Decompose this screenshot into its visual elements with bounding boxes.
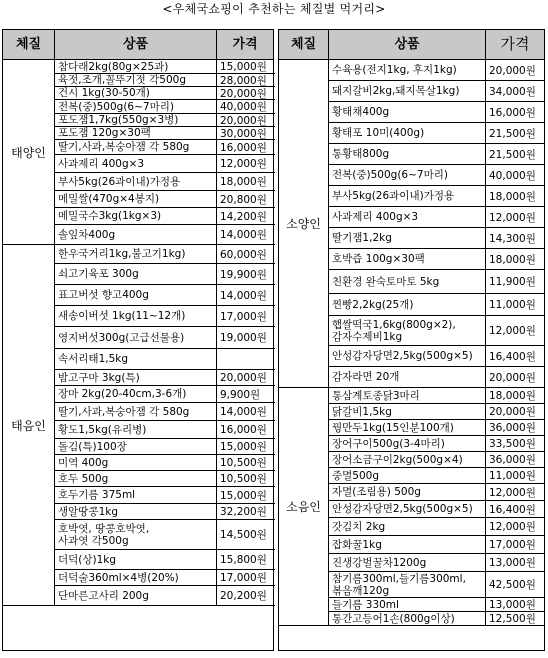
table-row: [329, 404, 544, 420]
price-cell: 20,000원: [220, 372, 267, 384]
price-cell: 16,400원: [489, 503, 536, 516]
product-cell: 장마 2kg(20-40cm,3-6개): [55, 386, 217, 402]
table-row: [329, 598, 544, 612]
table-row: [329, 388, 544, 404]
price-cell: 40,000원: [489, 169, 536, 182]
price-cell: 20,000원: [489, 406, 536, 418]
product-cell: 영지버섯300g(고급선물용): [55, 327, 217, 348]
table-row: [329, 249, 544, 270]
table-row: [55, 370, 275, 386]
price-cell: 32,200원: [220, 506, 267, 518]
product-cell: 포도잼 120g×30팩: [55, 127, 217, 139]
table-row: [329, 228, 544, 249]
price-cell: 20,000원: [489, 64, 536, 77]
product-cell: 황도1,5kg(유리병): [55, 421, 217, 438]
product-cell: 속서리태1,5kg: [55, 349, 217, 369]
product-cell: 미역 400g: [55, 455, 217, 470]
price-cell: 12,000원: [220, 158, 267, 170]
table-row: [329, 452, 544, 468]
product-cell: 솔잎차400g: [55, 225, 217, 244]
price-cell: 15,000원: [220, 489, 267, 502]
product-cell: 들기름 330ml: [329, 598, 486, 611]
table-row: [55, 100, 275, 114]
table-row: [329, 144, 544, 165]
product-cell: 장어구이500g(3-4마리): [329, 436, 486, 451]
price-cell: 19,000원: [220, 332, 267, 344]
product-cell: 한우국거리1kg,불고기1kg): [55, 245, 217, 263]
product-cell: 참기름300ml,들기름300ml, 볶음깨120g: [329, 572, 486, 597]
table-row: [329, 294, 544, 316]
product-cell: 메밀국수3kg(1kg×3): [55, 208, 217, 224]
product-cell: 꿩만두1kg(15인분100개): [329, 420, 486, 435]
price-cell: 11,000원: [489, 299, 536, 311]
product-cell: 통삼계토종닭3마리: [329, 388, 486, 403]
header-product: 상품: [55, 30, 217, 59]
product-cell: 육젓,조개,꼴뚜기젓 각500g: [55, 74, 217, 86]
table-row: [329, 81, 544, 102]
product-cell: 딸기,사과,복숭아잼 각 580g: [55, 403, 217, 420]
constitution-type-cell: 태음인: [3, 245, 55, 606]
header-type: 체질: [279, 30, 329, 59]
price-cell: 60,000원: [220, 248, 267, 261]
product-cell: 사과제리 400g×3: [329, 207, 486, 227]
table-row: [55, 520, 275, 550]
table-row: [55, 439, 275, 455]
table-row: [329, 102, 544, 123]
left-table-header: [3, 30, 273, 60]
product-cell: 생알땅콩1kg: [55, 504, 217, 519]
price-cell: 14,200원: [220, 210, 267, 223]
header-product: 상품: [329, 30, 486, 59]
table-row: [55, 487, 275, 504]
header-price: 가격: [500, 35, 530, 53]
price-cell: 36,000원: [489, 454, 536, 466]
table-row: [329, 123, 544, 144]
product-cell: 부사5kg(26과이내)가정용: [55, 173, 217, 190]
price-cell: 18,000원: [220, 176, 267, 188]
price-cell: 18,000원: [489, 190, 536, 203]
table-row: [329, 186, 544, 207]
product-cell: 호박엿, 땅콩호박엿, 사과엿 각500g: [55, 520, 217, 549]
price-cell: 13,000원: [489, 599, 536, 611]
table-row: [55, 504, 275, 520]
table-row: [55, 349, 275, 370]
product-cell: 햅쌀떡국1,6kg(800g×2), 감자수제비1kg: [329, 316, 486, 345]
price-cell: 16,000원: [489, 106, 536, 119]
table-row: [55, 140, 275, 155]
price-cell: 21,500원: [489, 148, 536, 161]
product-cell: 닭갈비1,5kg: [329, 404, 486, 419]
table-row: [329, 420, 544, 436]
product-cell: 통황태800g: [329, 144, 486, 164]
price-cell: 15,000원: [220, 441, 267, 453]
price-cell: 12,000원: [489, 211, 536, 224]
price-cell: 20,000원: [489, 371, 536, 384]
price-cell: 15,800원: [220, 554, 267, 566]
table-row: [55, 208, 275, 225]
table-row: [329, 270, 544, 294]
table-row: [329, 536, 544, 554]
table-row: [55, 74, 275, 87]
product-cell: 밤고구마 3kg(특): [55, 370, 217, 385]
price-cell: 12,000원: [489, 486, 536, 499]
price-cell: 13,000원: [489, 557, 536, 569]
price-cell: 34,000원: [489, 85, 536, 98]
price-cell: 14,000원: [220, 229, 267, 241]
price-cell: 14,300원: [489, 232, 536, 245]
price-cell: 10,500원: [220, 473, 267, 485]
product-cell: 돌김(특)100장: [55, 439, 217, 454]
price-cell: 18,000원: [489, 253, 536, 266]
product-cell: 딸기,사과,복숭아잼 각 580g: [55, 140, 217, 154]
price-cell: 16,000원: [220, 424, 267, 436]
product-cell: 쇠고기육포 300g: [55, 264, 217, 284]
table-row: [55, 245, 275, 264]
price-cell: 14,500원: [220, 529, 267, 541]
price-cell: 20,800원: [220, 193, 267, 206]
table-row: [55, 403, 275, 421]
right-table: [278, 29, 545, 651]
table-row: [55, 191, 275, 208]
price-cell: 9,900원: [220, 388, 261, 401]
price-cell: 20,000원: [220, 87, 267, 99]
table-row: [329, 316, 544, 346]
table-row: [55, 386, 275, 403]
price-cell: 14,000원: [220, 406, 267, 418]
product-cell: 사과제리 400g×3: [55, 155, 217, 172]
table-row: [55, 173, 275, 191]
product-cell: 감자라면 20개: [329, 367, 486, 387]
price-cell: 33,500원: [489, 438, 536, 450]
table-row: [329, 165, 544, 186]
price-cell: 30,000원: [220, 127, 267, 139]
table-row: [55, 225, 275, 245]
product-cell: 건시 1kg(30-50개): [55, 87, 217, 99]
product-cell: 친환경 완숙토마토 5kg: [329, 270, 486, 293]
price-cell: 10,500원: [220, 457, 267, 469]
page-title: <우체국쇼핑이 추천하는 체질별 먹거리>: [162, 2, 386, 16]
product-cell: 부사5kg(26과이내)가정용: [329, 186, 486, 206]
table-row: [55, 87, 275, 100]
table-row: [329, 612, 544, 626]
product-cell: 돼지갈비2kg,돼지목살1kg): [329, 81, 486, 101]
header-price: 가격: [232, 37, 258, 52]
price-cell: 18,000원: [489, 390, 536, 402]
product-cell: 호두 500g: [55, 471, 217, 486]
product-cell: 잡화꿀1kg: [329, 536, 486, 553]
table-row: [55, 327, 275, 349]
table-row: [55, 421, 275, 439]
product-cell: 딸기잼1,2kg: [329, 228, 486, 248]
price-cell: 11,900원: [489, 276, 536, 288]
product-cell: 더덕(상)1kg: [55, 550, 217, 569]
table-row: [55, 550, 275, 570]
product-cell: 황태포 10미(400g): [329, 123, 486, 143]
product-cell: 중멸500g: [329, 468, 486, 483]
product-cell: 메밀쌀(470g×4봉지): [55, 191, 217, 207]
price-cell: 42,500원: [489, 579, 536, 591]
product-cell: 장어소금구이2kg(500g×4): [329, 452, 486, 467]
product-cell: 수육용(전지1kg, 후지1kg): [329, 60, 486, 80]
price-cell: [217, 349, 275, 369]
table-row: [329, 346, 544, 367]
table-row: [55, 155, 275, 173]
price-cell: 11,000원: [489, 470, 536, 482]
table-row: [329, 554, 544, 572]
left-table: [2, 29, 274, 651]
price-cell: 20,200원: [220, 590, 267, 602]
constitution-type-cell: 소양인: [279, 60, 329, 388]
product-cell: 표고버섯 향고400g: [55, 285, 217, 305]
constitution-type-cell: 소음인: [279, 388, 329, 626]
table-row: [329, 501, 544, 518]
product-cell: 전복(중)500g(6~7마리): [329, 165, 486, 185]
table-row: [55, 285, 275, 306]
price-cell: 17,000원: [489, 539, 536, 551]
table-row: [329, 518, 544, 536]
right-table-header: [279, 30, 544, 60]
product-cell: 진생강벌꿀차1200g: [329, 554, 486, 571]
product-cell: 갓김치 2kg: [329, 518, 486, 535]
price-cell: 28,000원: [220, 74, 267, 86]
product-cell: 호두기름 375ml: [55, 487, 217, 503]
table-row: [329, 60, 544, 81]
product-cell: 단마른고사리 200g: [55, 586, 217, 605]
table-row: [329, 484, 544, 501]
table-row: [55, 60, 275, 74]
price-cell: 40,000원: [220, 101, 267, 113]
price-cell: 16,400원: [489, 350, 536, 363]
price-cell: 20,000원: [220, 114, 267, 126]
table-row: [329, 436, 544, 452]
product-cell: 안성감자당면2,5kg(500g×5): [329, 346, 486, 366]
table-row: [329, 468, 544, 484]
product-cell: 전복(중)500g(6~7마리): [55, 100, 217, 113]
price-cell: 36,000원: [489, 422, 536, 434]
product-cell: 호박즙 100g×30팩: [329, 249, 486, 269]
product-cell: 황태채400g: [329, 102, 486, 122]
product-cell: 안성감자당면2,5kg(500g×5): [329, 501, 486, 517]
price-cell: 15,000원: [220, 61, 267, 73]
header-type: 체질: [3, 30, 55, 59]
table-row: [329, 367, 544, 388]
product-cell: 통간고등어1손(800g이상): [329, 612, 486, 625]
price-cell: 17,000원: [220, 310, 267, 323]
table-row: [55, 455, 275, 471]
price-cell: 12,000원: [489, 325, 536, 337]
price-cell: 14,000원: [220, 289, 267, 302]
price-cell: 16,000원: [220, 141, 267, 154]
table-row: [55, 306, 275, 327]
price-cell: 17,000원: [220, 572, 267, 584]
product-cell: 포도잼1,7kg(550g×3병): [55, 114, 217, 126]
product-cell: 자멸(조림용) 500g: [329, 484, 486, 500]
table-row: [329, 207, 544, 228]
product-cell: 새송이버섯 1kg(11~12개): [55, 306, 217, 326]
table-row: [55, 586, 275, 606]
table-row: [55, 471, 275, 487]
product-cell: 더덕술360ml×4병(20%): [55, 570, 217, 585]
table-row: [55, 114, 275, 127]
table-row: [55, 127, 275, 140]
table-row: [55, 570, 275, 586]
constitution-type-cell: 태양인: [3, 60, 55, 245]
product-cell: 찐빵2,2kg(25개): [329, 294, 486, 315]
table-row: [55, 264, 275, 285]
price-cell: 21,500원: [489, 127, 536, 140]
table-row: [329, 572, 544, 598]
price-cell: 19,900원: [220, 268, 267, 281]
price-cell: 12,500원: [489, 613, 536, 625]
price-cell: 12,000원: [489, 521, 536, 533]
product-cell: 참다래2kg(80g×25과): [55, 60, 217, 73]
